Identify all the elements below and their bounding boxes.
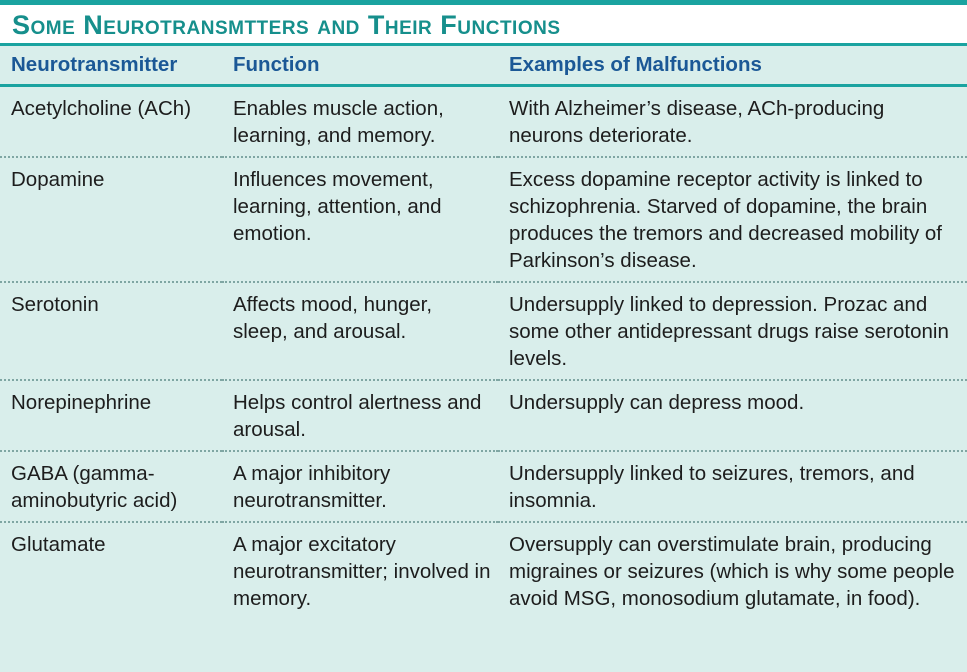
table-row [0, 522, 967, 619]
cell-neurotransmitter: Norepinephrine [0, 380, 222, 451]
table-row [0, 86, 967, 158]
cell-neurotransmitter: Acetylcholine (ACh) [0, 86, 222, 158]
cell-malfunctions: Undersupply linked to seizures, tremors, and insomnia. [498, 451, 967, 522]
cell-neurotransmitter: Serotonin [0, 282, 222, 380]
header-neurotransmitter: Neurotransmitter [0, 46, 222, 86]
cell-function: Influences movement, learning, attention, and emotion. [222, 157, 498, 282]
table-row [0, 380, 967, 451]
table-row [0, 157, 967, 282]
table-title: Some Neurotransmtters and Their Functions [12, 9, 561, 40]
cell-neurotransmitter: Dopamine [0, 157, 222, 282]
header-malfunctions: Examples of Malfunctions [498, 46, 967, 86]
cell-malfunctions: Undersupply can depress mood. [498, 380, 967, 451]
cell-function: A major excitatory neurotransmitter; involved in memory. [233, 533, 491, 610]
header-function: Function [222, 46, 498, 86]
cell-malfunctions: Undersupply linked to depression. Prozac and some other antidepressant drugs raise serotonin levels. [498, 282, 967, 380]
cell-function: Helps control alertness and arousal. [222, 380, 498, 451]
cell-function: A major inhibitory neurotransmitter. [222, 451, 498, 522]
table-row [0, 282, 967, 380]
neurotransmitter-table [0, 46, 967, 619]
cell-function: Affects mood, hunger, sleep, and arousal. [222, 282, 498, 380]
cell-function: Enables muscle action, learning, and memory. [222, 86, 498, 158]
cell-malfunctions: Oversupply can overstimulate brain, producing migraines or seizures (which is why some people avoid MSG, monosodium glutamate, in food). [509, 533, 955, 610]
cell-malfunctions: Excess dopamine receptor activity is linked to schizophrenia. Starved of dopamine, the brain produces the tremors and decreased mobility of Parkinson’s disease. [498, 157, 967, 282]
cell-malfunctions: With Alzheimer’s disease, ACh-producing neurons deteriorate. [498, 86, 967, 158]
table-row [0, 451, 967, 522]
title-bar [0, 5, 967, 46]
cell-neurotransmitter: GABA (gamma-aminobutyric acid) [0, 451, 222, 522]
cell-neurotransmitter: Glutamate [11, 533, 106, 556]
header-row [0, 46, 967, 86]
